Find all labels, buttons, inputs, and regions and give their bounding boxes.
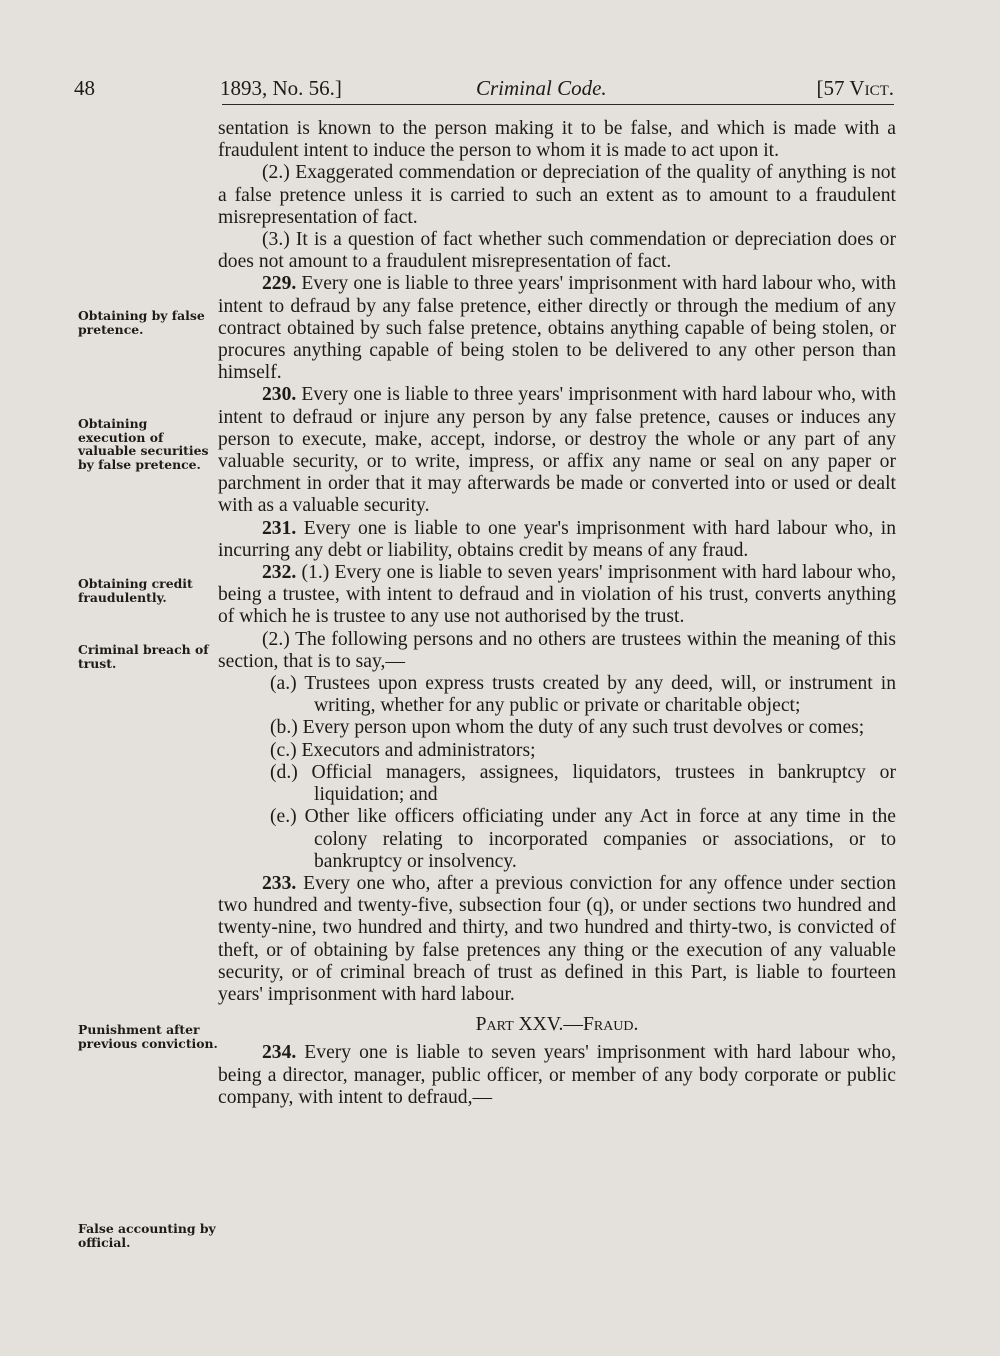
list-item-d: (d.) Official managers, assignees, liquidators, trustees in bankruptcy or liquidation; and [270, 761, 896, 806]
section-230 [218, 384, 896, 517]
part-label: Part XXV. [475, 1014, 564, 1036]
margin-note-s232: Criminal breach of trust. [78, 642, 209, 671]
part-heading [218, 1014, 896, 1036]
margin-note-s229: Obtaining by false pretence. [78, 308, 205, 337]
margin-note-s231: Obtaining credit fraudulently. [78, 576, 193, 605]
section-text: Every one who, after a previous conviction for any offence under section two hundred and twenty-five, subsection four (q), or under sections two hundred and twenty-nine, two hundred and thirty, and two hundred and thirty-two, is convicted of theft, or of obtaining by false pretences any thing or the execution of any valuable security, or of criminal breach of trust as defined in this Part, is liable to fourteen years' imprisonment with hard labour. [218, 872, 896, 1005]
body-text [218, 118, 896, 1109]
continued-paragraph: sentation is known to the person making it to be false, and which is made with a fraudulent intent to induce the person to whom it is made to act upon it. [218, 118, 896, 162]
act-year-number: 1893, No. 56.] [220, 76, 342, 100]
subsection-232-2: (2.) The following persons and no others are trustees within the meaning of this section, that is to say,— [218, 628, 896, 672]
section-number: 229. [262, 273, 297, 295]
header-rule [222, 104, 894, 105]
part-name: —Fraud. [563, 1014, 639, 1036]
regnal-year: [57 Vict. [816, 76, 894, 100]
margin-note-s234: False accounting by official. [78, 1221, 216, 1250]
section-text: Every one is liable to seven years' imprisonment with hard labour who, being a director, manager, public officer, or member of any body corporate or public company, with intent to defraud,— [218, 1042, 896, 1108]
section-229 [218, 273, 896, 384]
section-number: 232. [262, 562, 297, 584]
subsection-228-3: (3.) It is a question of fact whether such commendation or depreciation does or does not amount to a fraudulent misrepresentation of fact. [218, 229, 896, 273]
subsection-228-2: (2.) Exaggerated commendation or depreciation of the quality of anything is not a false pretence unless it is carried to such an extent as to amount to a fraudulent misrepresentation of fact. [218, 162, 896, 228]
section-text: Every one is liable to three years' imprisonment with hard labour who, with intent to defraud by any false pretence, either directly or through the medium of any contract obtained by such false pretence, obtains anything capable of being stolen, or procures anything capable of being stolen to be delivered to any other person than himself. [218, 273, 896, 384]
page-number: 48 [74, 76, 95, 100]
section-232 [218, 562, 896, 629]
section-text: Every one is liable to three years' imprisonment with hard labour who, with intent to defraud or injure any person by any false pretence, causes or induces any person to execute, make, accept, indorse, or destroy the whole or any part of any valuable security, or to write, impress, or affix any name or seal on any paper or parchment in order that it may afterwards be made or converted into or used or dealt with as a valuable security. [218, 384, 896, 517]
section-text: Every one is liable to one year's imprisonment with hard labour who, in incurring any debt or liability, obtains credit by means of any fraud. [218, 517, 896, 561]
running-title: Criminal Code. [476, 76, 607, 100]
list-item-e: (e.) Other like officers officiating under any Act in force at any time in the colony relating to incorporated companies or associations, or to bankruptcy or insolvency. [270, 806, 896, 872]
section-number: 233. [262, 872, 297, 894]
section-233 [218, 873, 896, 1006]
section-number: 230. [262, 384, 297, 406]
list-item-b: (b.) Every person upon whom the duty of any such trust devolves or comes; [270, 717, 865, 739]
section-number: 234. [262, 1042, 297, 1064]
section-234 [218, 1042, 896, 1109]
running-header [74, 76, 894, 104]
margin-note-s233: Punishment after previous conviction. [78, 1022, 218, 1051]
list-item-c: (c.) Executors and administrators; [270, 739, 536, 761]
section-231 [218, 518, 896, 562]
section-number: 231. [262, 517, 297, 539]
section-text: (1.) Every one is liable to seven years' imprisonment with hard labour who, being a trustee, with intent to defraud and in violation of his trust, converts anything of which he is trustee to any use not authorised by the trust. [218, 562, 896, 628]
list-item-a: (a.) Trustees upon express trusts created by any deed, will, or instrument in writing, whether for any public or private or charitable object; [270, 673, 896, 717]
margin-note-s230: Obtaining execution of valuable securities by false pretence. [78, 416, 209, 472]
